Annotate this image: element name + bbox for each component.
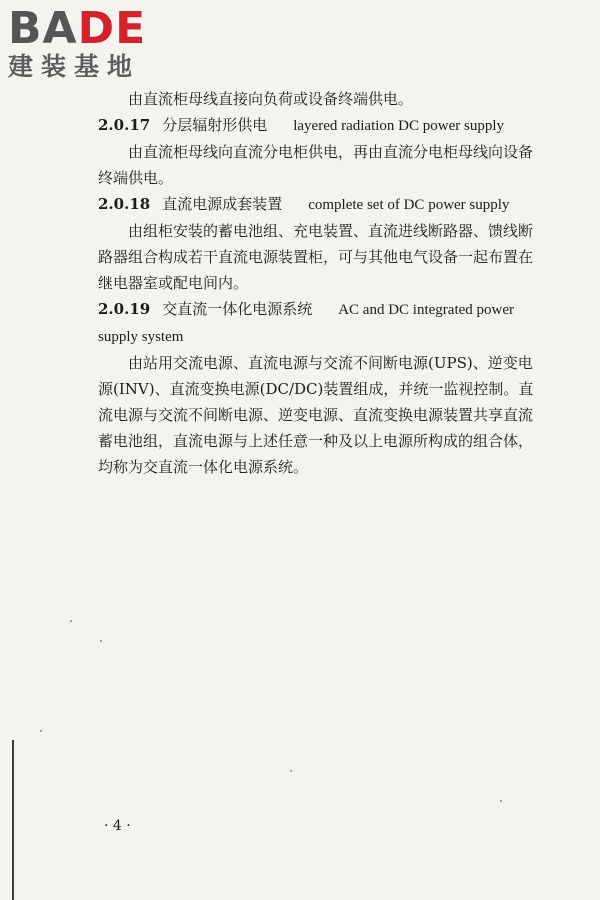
term-title-en: complete set of DC power supply [308, 197, 510, 213]
logo-subtitle: 建装基地 [8, 52, 141, 81]
scan-speck [290, 770, 292, 772]
scan-speck [70, 620, 72, 622]
page-number: · 4 · [104, 818, 131, 834]
scan-speck [500, 800, 502, 802]
term-definition-2-0-17: 由直流柜母线向直流分电柜供电，再由直流分电柜母线向设备终端供电。 [98, 143, 534, 187]
term-definition-2-0-19: 由站用交流电源、直流电源与交流不间断电源(UPS)、逆变电源(INV)、直流变换电源(DC/DC)装置组成，并统一监视控制。直流电源与交流不间断电源、逆变电源、直流变换电源装置共享直流蓄电池组，直流电源与上述任意一种及以上电源所构成的组合体，均称为交直流一体化电源系统。 [98, 354, 534, 476]
document-body [98, 86, 540, 480]
term-heading-2-0-17 [98, 112, 540, 139]
term-definition-2-0-18: 由组柜安装的蓄电池组、充电装置、直流进线断路器、馈线断路器组合构成若干直流电源装置柜，可与其他电气设备一起布置在继电器室或配电间内。 [98, 222, 534, 292]
scan-speck [40, 730, 42, 732]
term-number: 2.0.19 [98, 300, 151, 318]
term-title-zh: 分层辐射形供电 [162, 116, 268, 134]
bade-logo [8, 4, 183, 82]
term-heading-2-0-19 [98, 296, 540, 350]
scan-edge-line [12, 740, 14, 900]
term-title-en: AC and DC integrated power supply system [98, 302, 515, 345]
term-title-zh: 直流电源成套装置 [162, 195, 283, 213]
term-number: 2.0.17 [98, 116, 151, 134]
intro-line: 由直流柜母线直接向负荷或设备终端供电。 [128, 90, 414, 108]
logo-wordmark [8, 4, 183, 54]
logo-word-part2: DE [77, 3, 147, 54]
logo-word-part1: BA [8, 3, 78, 54]
term-title-zh: 交直流一体化电源系统 [162, 300, 313, 318]
scan-speck [100, 640, 102, 642]
term-heading-2-0-18 [98, 191, 540, 218]
term-number: 2.0.18 [98, 195, 151, 213]
term-title-en: layered radiation DC power supply [293, 118, 504, 134]
